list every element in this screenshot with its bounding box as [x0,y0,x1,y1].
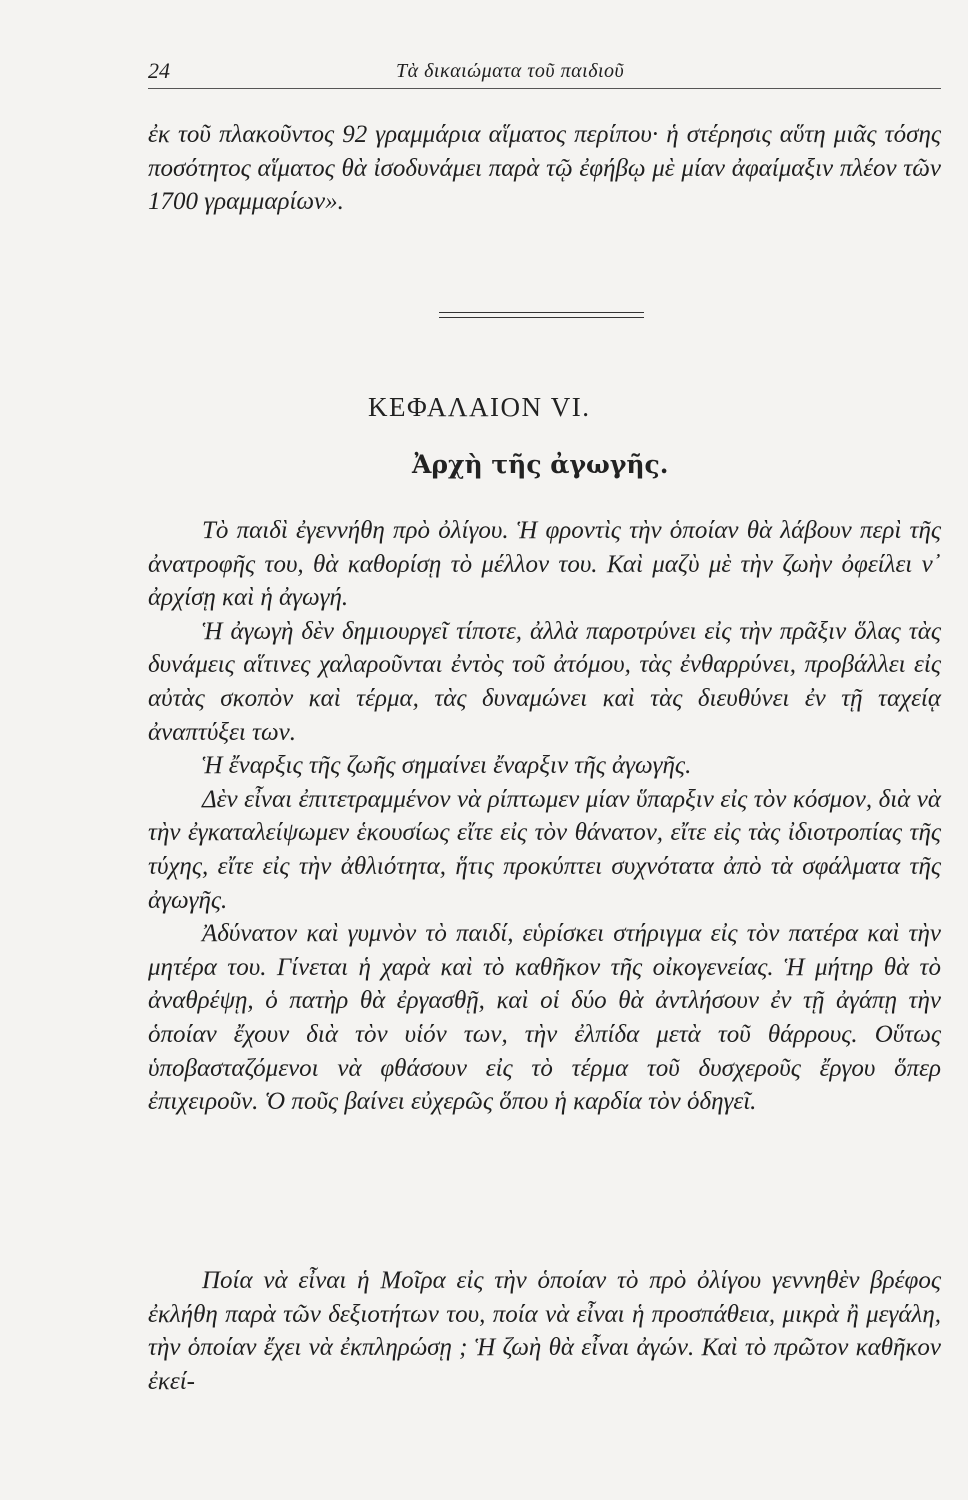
text-block-3 [148,1264,941,1398]
chapter-title: ΚΕΦΑΛΑΙΟΝ VI. [368,392,591,422]
text-block-1 [148,118,941,219]
paragraph: Ἀδύνατον καὶ γυμνὸν τὸ παιδί, εὑρίσκει στήριγμα εἰς τὸν πατέρα καὶ τὴν μητέρα του. Γίνεται ἡ χαρὰ καὶ τὸ καθῆκον τῆς οἰκογενείας. Ἡ μήτηρ θὰ τὸ ἀναθρέψῃ, ὁ πατὴρ θὰ ἐργασθῇ, καὶ οἱ δύο θὰ ἀντλήσουν ἐν τῇ ἀγάπῃ τὴν ὁποίαν ἔχουν διὰ τὸν υἱόν των, τὴν ἐλπίδα μετὰ τοῦ θάρρους. Οὕτως ὑποβασταζόμενοι νὰ φθάσουν εἰς τὸ τέρμα τοῦ δυσχεροῦς ἔργου ὅπερ ἐπιχειροῦν. Ὁ ποῦς βαίνει εὐχερῶς ὅπου ἡ καρδία τὸν ὁδηγεῖ. [148,920,941,1116]
paragraph: Ἡ ἔναρξις τῆς ζωῆς σημαίνει ἔναρξιν τῆς ἀγωγῆς. [202,752,692,780]
paragraph: Δὲν εἶναι ἐπιτετραμμένον νὰ ρίπτωμεν μίαν ὕπαρξιν εἰς τὸν κόσμον, διὰ νὰ τὴν ἐγκαταλείψωμεν ἑκουσίως εἴτε εἰς τὸν θάνατον, εἴτε εἰς τὰς ἰδιοτροπίας τῆς τύχης, εἴτε εἰς τὴν ἀθλιότητα, ἥτις προκύπτει συχνότατα ἀπὸ τὰ σφάλματα τῆς ἀγωγῆς. [148,785,941,914]
paragraph: Τὸ παιδὶ ἐγεννήθη πρὸ ὀλίγου. Ἡ φροντὶς τὴν ὁποίαν θὰ λάβουν περὶ τῆς ἀνατροφῆς του, θὰ καθορίσῃ τὸ μέλλον του. Καὶ μαζὺ μὲ τὴν ζωὴν ὀφείλει ν᾿ ἀρχίσῃ καὶ ἡ ἀγωγή. [148,517,941,612]
paragraph: ἐκ τοῦ πλακοῦντος 92 γραμμάρια αἵματος περίπου· ἡ στέρησις αὕτη μιᾶς τόσης ποσότητος αἵματος θὰ ἰσοδυνάμει παρὰ τῷ ἐφήβῳ μὲ μίαν ἀφαίμαξιν πλέον τῶν 1700 γραμμαρίων». [148,121,941,216]
chapter-subtitle: Ἀρχὴ τῆς ἀγωγῆς. [412,450,669,479]
text-block-2 [148,514,941,1119]
paragraph: Ἡ ἀγωγὴ δὲν δημιουργεῖ τίποτε, ἀλλὰ παροτρύνει εἰς τὴν πρᾶξιν ὅλας τὰς δυνάμεις αἵτινες χαλαροῦνται ἐντὸς τοῦ ἀτόμου, τὰς ἐνθαρρύνει, προβάλλει εἰς αὐτὰς σκοπὸν καὶ τέρμα, τὰς δυναμώνει καὶ τὰς διευθύνει ἐν τῇ ταχείᾳ ἀναπτύξει των. [148,617,941,746]
paragraph: Ποία νὰ εἶναι ἡ Μοῖρα εἰς τὴν ὁποίαν τὸ πρὸ ὀλίγου γεννηθὲν βρέφος ἐκλήθη παρὰ τῶν δεξιοτήτων του, ποία νὰ εἶναι ἡ προσπάθεια, μικρὰ ἢ μεγάλη, τὴν ὁποίαν ἔχει νὰ ἐκπληρώσῃ ; Ἡ ζωὴ θὰ εἶναι ἀγών. Καὶ τὸ πρῶτον καθῆκον ἐκεί- [148,1267,941,1395]
page-header [148,58,941,89]
section-divider [439,312,644,318]
running-title: Τὰ δικαιώματα τοῦ παιδιοῦ [396,60,625,82]
page-number: 24 [148,58,170,83]
